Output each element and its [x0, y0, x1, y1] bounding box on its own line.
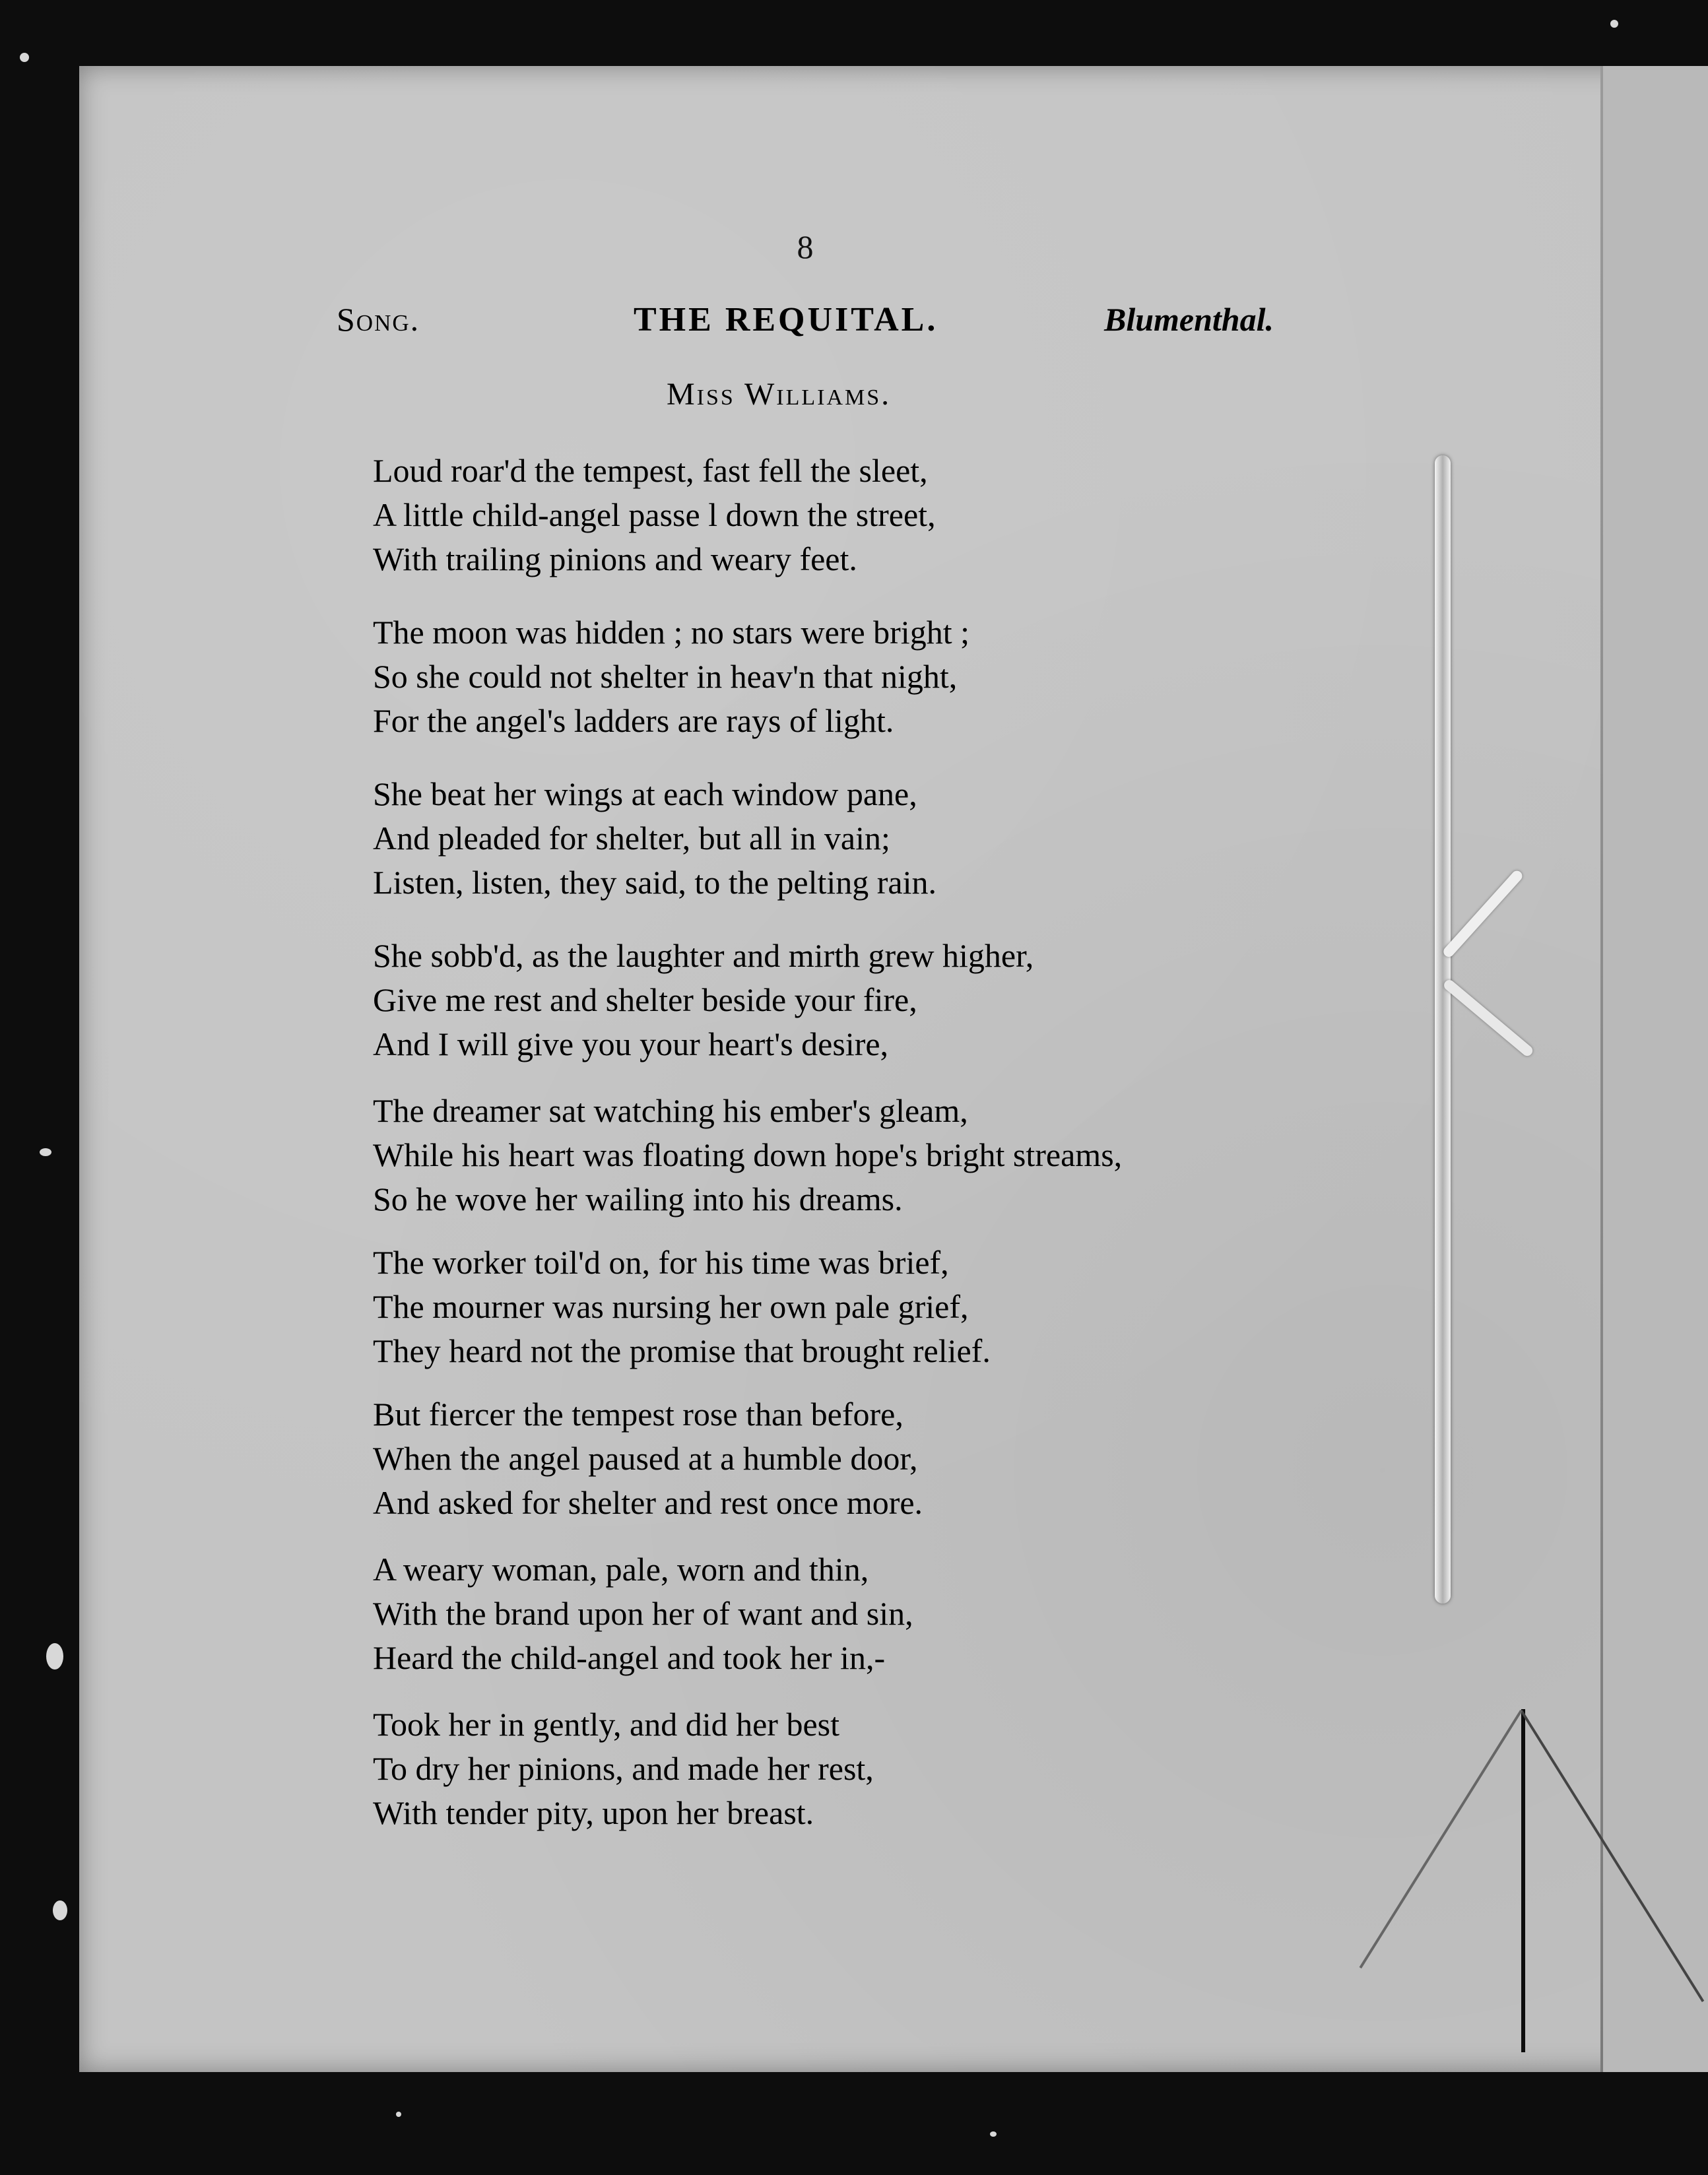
verse-line: She beat her wings at each window pane,	[373, 775, 917, 812]
scan-speck	[20, 53, 29, 62]
stanza	[373, 1703, 1336, 1835]
verse-line: The moon was hidden ; no stars were bright ;	[373, 614, 969, 651]
verse-line: So he wove her wailing into his dreams.	[373, 1181, 903, 1217]
binding-string	[1435, 455, 1451, 1604]
stanza	[373, 772, 1336, 905]
verse-line: Heard the child-angel and took her in,-	[373, 1639, 886, 1676]
verse-line: While his heart was floating down hope's bright streams,	[373, 1136, 1123, 1173]
scan-speck	[40, 1148, 51, 1156]
stanza	[373, 1241, 1336, 1373]
fold-line	[1600, 66, 1603, 2072]
scan-speck	[990, 2131, 997, 2137]
verse-line: With the brand upon her of want and sin,	[373, 1595, 913, 1632]
scan-speck	[396, 2112, 401, 2117]
verse-line: And pleaded for shelter, but all in vain;	[373, 820, 890, 857]
verse-line: The mourner was nursing her own pale grief,	[373, 1288, 969, 1325]
verse-line: So she could not shelter in heav'n that night,	[373, 658, 958, 695]
verse-line: Give me rest and shelter beside your fire,	[373, 981, 917, 1018]
stanza	[373, 1089, 1336, 1221]
composer: Blumenthal.	[1103, 301, 1274, 338]
verse-line: And asked for shelter and rest once more.	[373, 1484, 923, 1521]
verse-line: She sobb'd, as the laughter and mirth grew higher,	[373, 937, 1034, 974]
verse-line: The worker toil'd on, for his time was brief,	[373, 1244, 949, 1281]
verse-line: Loud roar'd the tempest, fast fell the sleet,	[373, 452, 928, 489]
stanza	[373, 449, 1336, 581]
verse-line: To dry her pinions, and made her rest,	[373, 1750, 874, 1787]
stanza	[373, 610, 1336, 743]
song-title: THE REQUITAL.	[634, 301, 938, 339]
song-header	[337, 300, 1274, 346]
verse-line: Took her in gently, and did her best	[373, 1706, 839, 1743]
verse-line: And I will give you your heart's desire,	[373, 1025, 889, 1062]
verse-line: A weary woman, pale, worn and thin,	[373, 1551, 869, 1588]
verse-line: With trailing pinions and weary feet.	[373, 540, 857, 577]
scan-speck	[53, 1900, 67, 1920]
piece-type: Song.	[337, 301, 420, 338]
stanza	[373, 1547, 1336, 1680]
paper-crease	[1521, 1709, 1525, 2052]
scan-speck	[46, 1643, 63, 1670]
verse-line: With tender pity, upon her breast.	[373, 1794, 814, 1831]
stanza	[373, 934, 1336, 1066]
stanza	[373, 1392, 1336, 1525]
page-number: 8	[797, 228, 814, 265]
verse-line: But fiercer the tempest rose than before,	[373, 1396, 903, 1433]
verse-line: They heard not the promise that brought relief.	[373, 1332, 991, 1369]
verse-line: For the angel's ladders are rays of light.	[373, 702, 894, 739]
scan-speck	[1610, 20, 1618, 28]
performer: Miss Williams.	[667, 377, 892, 412]
folded-flap	[1603, 66, 1708, 2072]
verse-line: The dreamer sat watching his ember's gleam,	[373, 1092, 968, 1129]
verse-line: When the angel paused at a humble door,	[373, 1440, 918, 1477]
verse-line: A little child-angel passe l down the street,	[373, 496, 936, 533]
verse-line: Listen, listen, they said, to the pelting rain.	[373, 864, 937, 901]
